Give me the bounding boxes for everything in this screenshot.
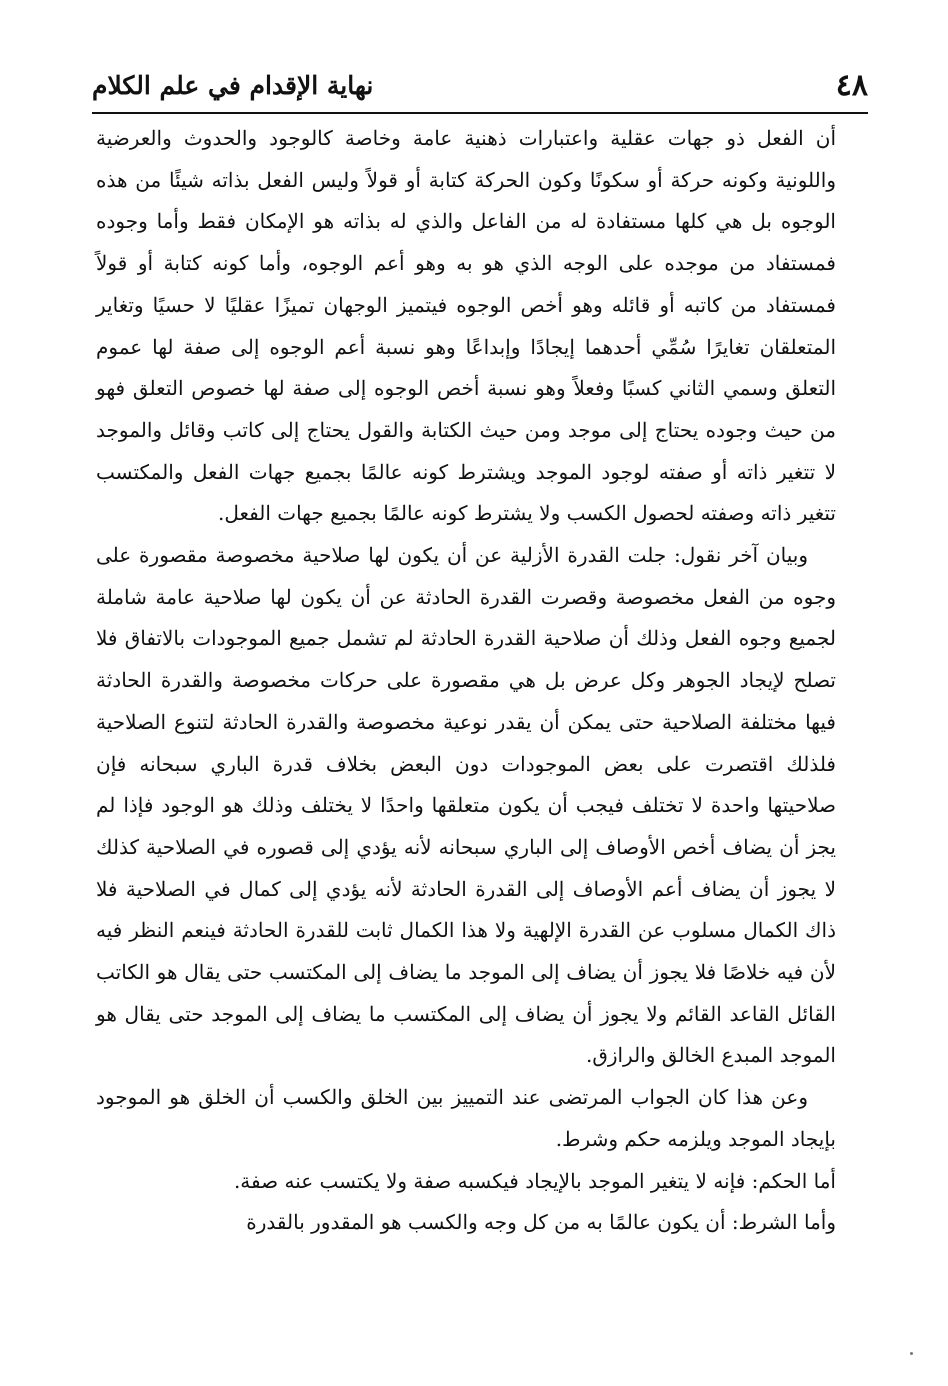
main-text xyxy=(96,118,836,1244)
scan-speck xyxy=(910,1352,913,1355)
page-number: ٤٨ xyxy=(835,68,868,103)
paragraph-1: أن الفعل ذو جهات عقلية واعتبارات ذهنية عامة وخاصة كالوجود والحدوث والعرضية واللونية وكونه حركة أو سكونًا وكون الحركة كتابة أو قولاً وليس الفعل بذاته شيئًا من هذه الوجوه بل هي كلها مستفادة له من الفاعل والذي له بذاته هو الإمكان فقط وأما وجوده فمستفاد من موجده على الوجه الذي هو به وهو أعم الوجوه، وأما كونه كتابة أو قولاً فمستفاد من كاتبه أو قائله وهو أخص الوجوه فيتميز الوجهان تميزًا عقليًا لا حسيًا وتغاير المتعلقان تغايرًا سُمِّي أحدهما إيجادًا وإبداعًا وهو نسبة أعم الوجوه إلى صفة لها عموم التعلق وسمي الثاني كسبًا وفعلاً وهو نسبة أخص الوجوه إلى صفة لها خصوص التعلق فهو من حيث وجوده يحتاج إلى موجد ومن حيث الكتابة والقول يحتاج إلى كاتب وقائل والموجد لا تتغير ذاته أو صفته لوجود الموجد ويشترط كونه عالمًا بجميع جهات الفعل والمكتسب تتغير ذاته وصفته لحصول الكسب ولا يشترط كونه عالمًا بجميع جهات الفعل. xyxy=(96,126,836,526)
paragraph-2: وبيان آخر نقول: جلت القدرة الأزلية عن أن يكون لها صلاحية مخصوصة مقصورة على وجوه من الفعل مخصوصة وقصرت القدرة الحادثة عن أن يكون لها صلاحية عامة شاملة لجميع وجوه الفعل وذلك أن صلاحية القدرة الحادثة لم تشمل جميع الموجودات بالاتفاق فلا تصلح لإيجاد الجوهر وكل عرض بل هي مقصورة على حركات مخصوصة والقدرة الحادثة فيها مختلفة الصلاحية حتى يمكن أن يقدر نوعية مخصوصة والقدرة الحادثة لتنوع الصلاحية فلذلك اقتصرت على بعض الموجودات دون البعض بخلاف قدرة الباري سبحانه فإن صلاحيتها واحدة لا تختلف فيجب أن يكون متعلقها واحدًا لا يختلف وذلك هو الوجود فإذا لم يجز أن يضاف أخص الأوصاف إلى الباري سبحانه لأنه يؤدي إلى قصوره في الصلاحية كذلك لا يجوز أن يضاف أعم الأوصاف إلى القدرة الحادثة لأنه يؤدي إلى كمال في الصلاحية فلا ذاك الكمال مسلوب عن القدرة الإلهية ولا هذا الكمال ثابت للقدرة الحادثة فينعم النظر فيه لأن فيه خلاصًا فلا يجوز أن يضاف إلى الموجد ما يضاف إلى المكتسب حتى يقال هو الكاتب القائل القاعد القائم ولا يجوز أن يضاف إلى المكتسب ما يضاف إلى الموجد حتى يقال هو الموجد المبدع الخالق والرازق. xyxy=(96,543,836,1068)
running-title: نهاية الإقدام في علم الكلام xyxy=(92,71,374,100)
paragraph-5: وأما الشرط: أن يكون عالمًا به من كل وجه والكسب هو المقدور بالقدرة xyxy=(246,1210,836,1235)
paragraph-4: أما الحكم: فإنه لا يتغير الموجد بالإيجاد فيكسبه صفة ولا يكتسب عنه صفة. xyxy=(233,1168,836,1193)
page-header xyxy=(92,60,868,112)
header-divider xyxy=(92,112,868,114)
paragraph-3: وعن هذا كان الجواب المرتضى عند التمييز بين الخلق والكسب أن الخلق هو الموجود بإيجاد الموجد ويلزمه حكم وشرط. xyxy=(96,1085,836,1151)
